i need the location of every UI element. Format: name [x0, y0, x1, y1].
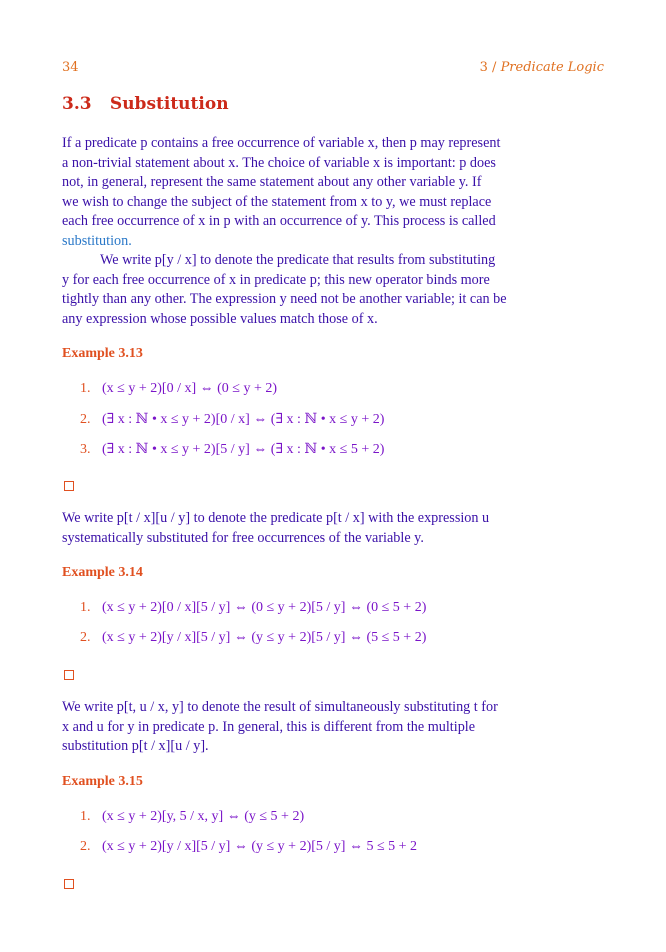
text-line: tightly than any other. The expression y need not be another variable; it can be — [62, 291, 507, 307]
paragraph-intro — [62, 134, 604, 251]
header-separator: / — [492, 60, 497, 75]
text-line: If a predicate p contains a free occurrence of variable x, then p may represent — [62, 135, 501, 151]
example-item: 1. (x ≤ y + 2)[0 / x][5 / y] ⇔ (0 ≤ y + 2)[5 / y] ⇔ (0 ≤ 5 + 2) — [80, 600, 427, 615]
text-line: We write p[t / x][u / y] to denote the predicate p[t / x] with the expression u — [62, 510, 490, 526]
text-line: x and u for y in predicate p. In general, this is different from the multiple — [62, 718, 476, 735]
text-line: a non-trivial statement about x. The choice of variable x is important: p does — [62, 154, 496, 171]
paragraph-multiple-substitution — [62, 509, 604, 548]
end-of-example-square — [64, 670, 74, 680]
paragraph-definition — [62, 251, 604, 329]
text-line: y for each free occurrence of x in predicate p; this new operator binds more — [62, 271, 490, 288]
example-item: 1. (x ≤ y + 2)[y, 5 / x, y] ⇔ (y ≤ 5 + 2) — [80, 809, 305, 824]
text-line: we wish to change the subject of the statement from x to y, we must replace — [62, 193, 492, 210]
section-heading — [62, 94, 229, 114]
example-item: 2. (x ≤ y + 2)[y / x][5 / y] ⇔ (y ≤ y + 2)[5 / y] ⇔ (5 ≤ 5 + 2) — [80, 630, 427, 645]
text-line: We write p[y / x] to denote the predicate that results from substituting — [100, 252, 496, 268]
end-of-example-square — [64, 481, 74, 491]
text-line: substitution p[t / x][u / y]. — [62, 738, 209, 754]
chapter-number: 3 — [479, 60, 488, 75]
end-of-example-square — [64, 879, 74, 889]
example-item: 2. (x ≤ y + 2)[y / x][5 / y] ⇔ (y ≤ y + 2)[5 / y] ⇔ 5 ≤ 5 + 2 — [80, 839, 418, 854]
chapter-title: Predicate Logic — [500, 60, 604, 75]
example-item: 1. (x ≤ y + 2)[0 / x] ⇔ (0 ≤ y + 2) — [80, 381, 278, 396]
text-line: not, in general, represent the same statement about any other variable y. If — [62, 174, 482, 190]
text-line: systematically substituted for free occurrences of the variable y. — [62, 529, 424, 546]
example-title: Example 3.15 — [62, 774, 143, 789]
example-title: Example 3.13 — [62, 346, 143, 361]
section-title: Substitution — [109, 94, 229, 114]
example-item: 3. (∃ x : ℕ • x ≤ y + 2)[5 / y] ⇔ (∃ x : ℕ • x ≤ 5 + 2) — [80, 442, 385, 457]
page-number: 34 — [62, 60, 79, 75]
example-title: Example 3.14 — [62, 565, 143, 580]
page — [62, 0, 604, 952]
text-line: any expression whose possible values match those of x. — [62, 310, 378, 327]
example-item: 2. (∃ x : ℕ • x ≤ y + 2)[0 / x] ⇔ (∃ x : ℕ • x ≤ y + 2) — [80, 412, 385, 427]
text-line: substitution. — [62, 232, 132, 249]
paragraph-simultaneous — [62, 698, 604, 757]
chapter-running-title — [480, 60, 604, 75]
section-number: 3.3 — [62, 94, 92, 114]
text-line: We write p[t, u / x, y] to denote the result of simultaneously substituting t for — [62, 699, 498, 715]
text-line: each free occurrence of x in p with an occurrence of y. This process is called — [62, 213, 496, 229]
